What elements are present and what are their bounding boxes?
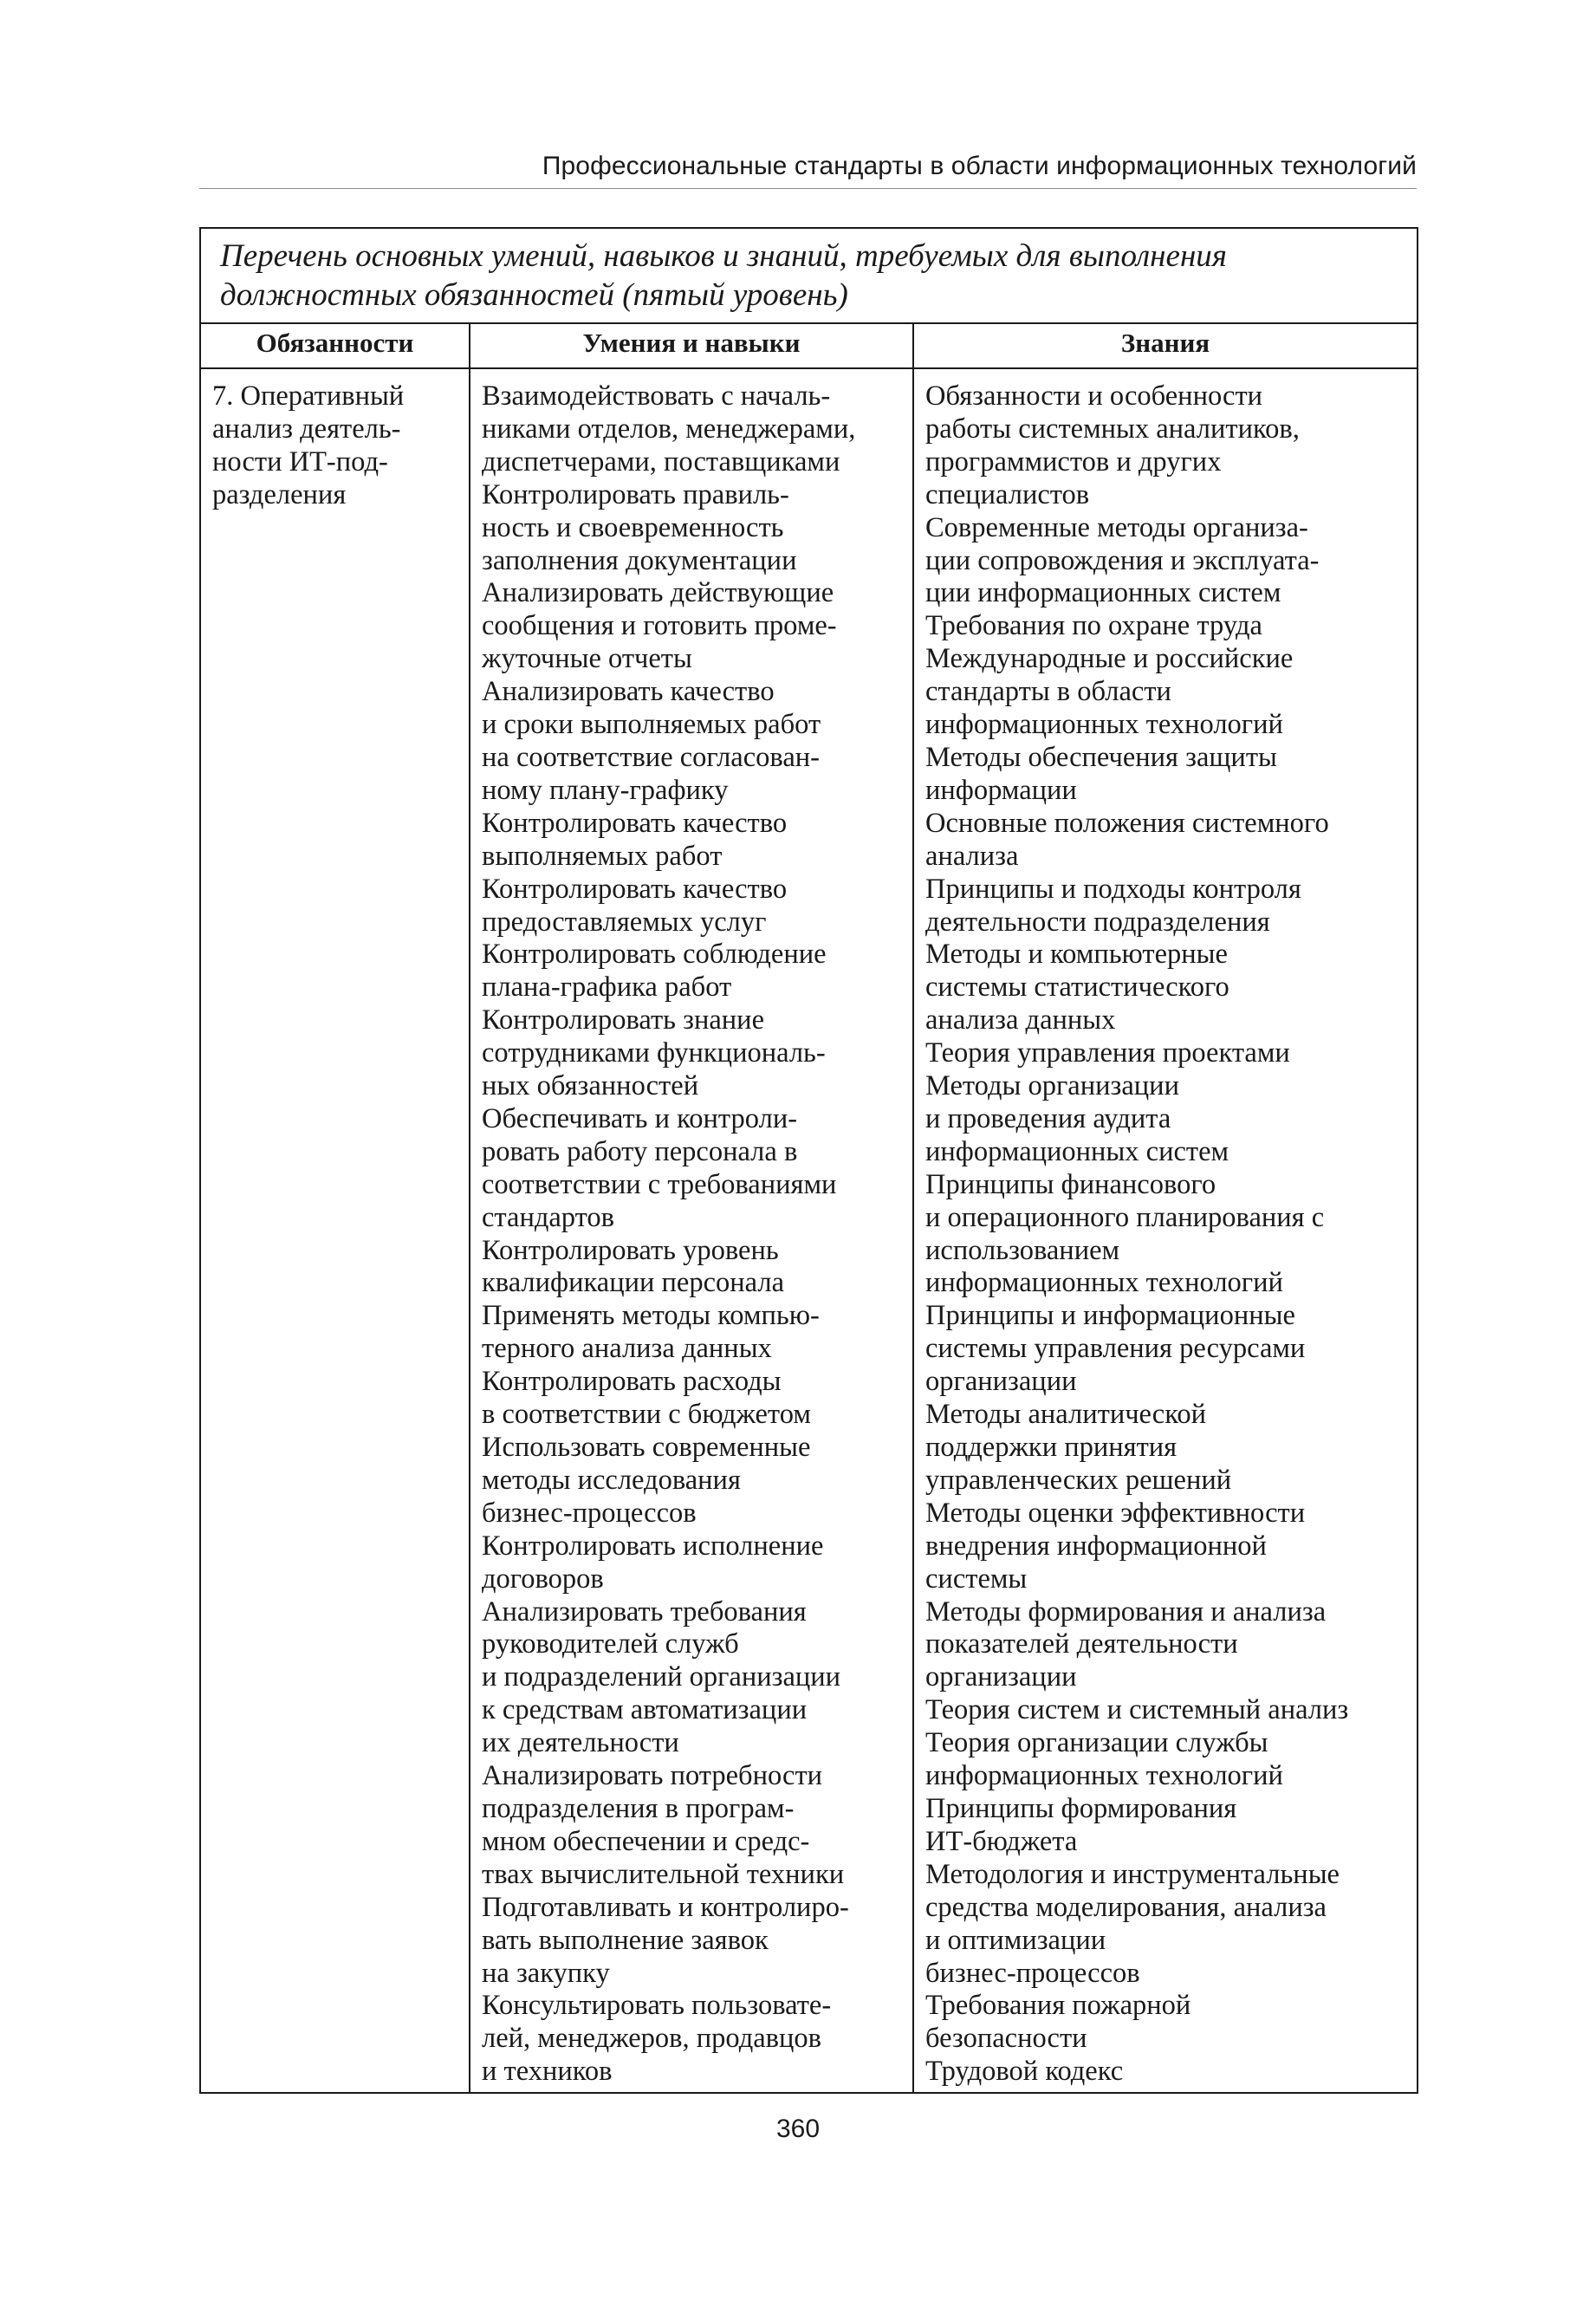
cell-line: Взаимодействовать с началь- xyxy=(482,380,831,412)
cell-line: программистов и других xyxy=(925,445,1222,478)
table-caption-row xyxy=(200,228,1418,323)
cell-line: Обеспечивать и контроли- xyxy=(482,1102,798,1134)
cell-line: руководителей служб xyxy=(482,1628,739,1660)
cell-line: сотрудниками функциональ- xyxy=(482,1037,826,1069)
cell-line: Контролировать качество xyxy=(482,873,788,905)
cell-line: Контролировать знание xyxy=(482,1004,764,1036)
cell-line: системы управления ресурсами xyxy=(925,1333,1306,1365)
cell-line: Контролировать расходы xyxy=(482,1366,782,1398)
caption-line: должностных обязанностей (пятый уровень) xyxy=(220,277,848,313)
cell-line: ции информационных систем xyxy=(925,577,1281,609)
cell-line: Контролировать соблюдение xyxy=(482,939,827,971)
knowledge-cell xyxy=(913,368,1418,2093)
cell-line: организации xyxy=(925,1661,1077,1693)
cell-line: Теория организации службы xyxy=(925,1727,1268,1759)
cell-line: лей, менеджеров, продавцов xyxy=(482,2023,821,2055)
cell-line: Принципы и подходы контроля xyxy=(925,873,1301,905)
cell-line: стандартов xyxy=(482,1201,614,1233)
cell-line: подразделения в програм- xyxy=(482,1792,795,1824)
column-header-skills: Умения и навыки xyxy=(470,323,913,368)
table-header-row xyxy=(200,323,1418,368)
cell-line: Основные положения системного xyxy=(925,807,1329,839)
cell-line: анализа xyxy=(925,840,1019,872)
cell-line: Методы организации xyxy=(925,1070,1179,1102)
cell-line: Обязанности и особенности xyxy=(925,380,1263,412)
skills-knowledge-table xyxy=(199,227,1418,2094)
cell-line: предоставляемых услуг xyxy=(482,906,767,938)
cell-line: диспетчерами, поставщиками xyxy=(482,445,840,478)
cell-line: показателей деятельности xyxy=(925,1628,1238,1660)
cell-line: Методы и компьютерные xyxy=(925,939,1228,971)
cell-line: на соответствие согласован- xyxy=(482,741,820,773)
cell-line: Контролировать уровень xyxy=(482,1234,779,1266)
cell-line: Подготавливать и контролиро- xyxy=(482,1891,849,1923)
cell-line: мном обеспечении и средс- xyxy=(482,1825,810,1857)
cell-line: Принципы формирования xyxy=(925,1792,1237,1824)
cell-line: твах вычислительной техники xyxy=(482,1858,845,1890)
cell-line: бизнес-процессов xyxy=(482,1497,697,1529)
cell-line: специалистов xyxy=(925,478,1090,510)
cell-line: Трудовой кодекс xyxy=(925,2056,1124,2088)
cell-line: Методы оценки эффективности xyxy=(925,1497,1306,1529)
cell-line: Анализировать требования xyxy=(482,1595,807,1628)
cell-line: информации xyxy=(925,774,1077,806)
cell-line: 7. Оперативный xyxy=(212,380,405,412)
cell-line: вать выполнение заявок xyxy=(482,1924,769,1956)
cell-line: Анализировать действующие xyxy=(482,577,834,609)
cell-line: Международные и российские xyxy=(925,643,1294,675)
cell-line: Методы обеспечения защиты xyxy=(925,741,1277,773)
cell-line: Принципы финансового xyxy=(925,1168,1216,1200)
cell-line: ровать работу персонала в xyxy=(482,1135,798,1167)
column-header-knowledge: Знания xyxy=(913,323,1418,368)
column-header-duties: Обязанности xyxy=(200,323,470,368)
cell-line: Методы аналитической xyxy=(925,1399,1207,1431)
cell-line: никами отделов, менеджерами, xyxy=(482,413,856,445)
cell-line: Применять методы компью- xyxy=(482,1300,820,1332)
cell-line: ность и своевременность xyxy=(482,511,784,543)
cell-line: Современные методы организа- xyxy=(925,511,1308,543)
cell-line: информационных технологий xyxy=(925,1760,1283,1792)
cell-line: Теория систем и системный анализ xyxy=(925,1694,1349,1726)
cell-line: анализ деятель- xyxy=(212,413,401,445)
cell-line: Методы формирования и анализа xyxy=(925,1595,1327,1628)
cell-line: жуточные отчеты xyxy=(482,643,692,675)
caption-line: Перечень основных умений, навыков и знаний, требуемых для выполнения xyxy=(220,238,1227,274)
cell-line: использованием xyxy=(925,1234,1120,1266)
cell-line: договоров xyxy=(482,1563,604,1595)
cell-line: управленческих решений xyxy=(925,1464,1232,1496)
cell-line: организации xyxy=(925,1366,1077,1398)
cell-line: Требования пожарной xyxy=(925,1990,1191,2022)
cell-line: стандарты в области xyxy=(925,676,1171,708)
cell-line: ных обязанностей xyxy=(482,1070,699,1102)
cell-line: их деятельности xyxy=(482,1727,679,1759)
cell-line: Контролировать качество xyxy=(482,807,788,839)
cell-line: к средствам автоматизации xyxy=(482,1694,808,1726)
cell-line: Анализировать потребности xyxy=(482,1760,823,1792)
cell-line: Теория управления проектами xyxy=(925,1037,1290,1069)
table-caption xyxy=(200,228,1418,323)
cell-line: информационных технологий xyxy=(925,709,1283,741)
cell-line: средства моделирования, анализа xyxy=(925,1891,1327,1923)
table-row xyxy=(200,368,1418,2093)
cell-line: и проведения аудита xyxy=(925,1102,1171,1134)
cell-line: Требования по охране труда xyxy=(925,610,1262,642)
cell-line: информационных систем xyxy=(925,1135,1229,1167)
cell-line: Использовать современные xyxy=(482,1432,811,1463)
cell-line: Принципы и информационные xyxy=(925,1300,1295,1332)
cell-line: разделения xyxy=(212,478,347,510)
cell-line: и техников xyxy=(482,2056,613,2088)
cell-line: в соответствии с бюджетом xyxy=(482,1399,811,1431)
cell-line: соответствии с требованиями xyxy=(482,1168,837,1200)
cell-line: ности ИТ-под- xyxy=(212,445,388,478)
cell-line: и подразделений организации xyxy=(482,1661,841,1693)
cell-line: сообщения и готовить проме- xyxy=(482,610,837,642)
cell-line: поддержки принятия xyxy=(925,1432,1178,1463)
cell-line: Консультировать пользовате- xyxy=(482,1990,832,2022)
cell-line: на закупку xyxy=(482,1957,610,1989)
cell-line: выполняемых работ xyxy=(482,840,723,872)
cell-line: заполнения документации xyxy=(482,544,797,576)
duties-cell xyxy=(200,368,470,2093)
cell-line: терного анализа данных xyxy=(482,1333,772,1365)
cell-line: ции сопровождения и эксплуата- xyxy=(925,544,1320,576)
cell-line: бизнес-процессов xyxy=(925,1957,1140,1989)
cell-line: и операционного планирования с xyxy=(925,1201,1325,1233)
cell-line: методы исследования xyxy=(482,1464,741,1496)
cell-line: и оптимизации xyxy=(925,1924,1106,1956)
cell-line: работы системных аналитиков, xyxy=(925,413,1300,445)
cell-line: внедрения информационной xyxy=(925,1530,1267,1562)
cell-line: ИТ-бюджета xyxy=(925,1825,1078,1857)
cell-line: Контролировать правиль- xyxy=(482,478,789,510)
running-header: Профессиональные стандарты в области информационных технологий xyxy=(199,149,1417,189)
cell-line: анализа данных xyxy=(925,1004,1116,1036)
cell-line: Анализировать качество xyxy=(482,676,775,708)
cell-line: и сроки выполняемых работ xyxy=(482,709,821,741)
cell-line: Контролировать исполнение xyxy=(482,1530,824,1562)
skills-cell xyxy=(470,368,913,2093)
cell-line: ному плану-графику xyxy=(482,774,729,806)
cell-line: плана-графика работ xyxy=(482,971,732,1004)
cell-line: безопасности xyxy=(925,2023,1087,2055)
cell-line: системы xyxy=(925,1563,1028,1595)
page-number: 360 xyxy=(775,2115,821,2143)
cell-line: Методология и инструментальные xyxy=(925,1858,1340,1890)
cell-line: информационных технологий xyxy=(925,1267,1283,1299)
cell-line: квалификации персонала xyxy=(482,1267,784,1299)
cell-line: системы статистического xyxy=(925,971,1229,1004)
cell-line: деятельности подразделения xyxy=(925,906,1270,938)
